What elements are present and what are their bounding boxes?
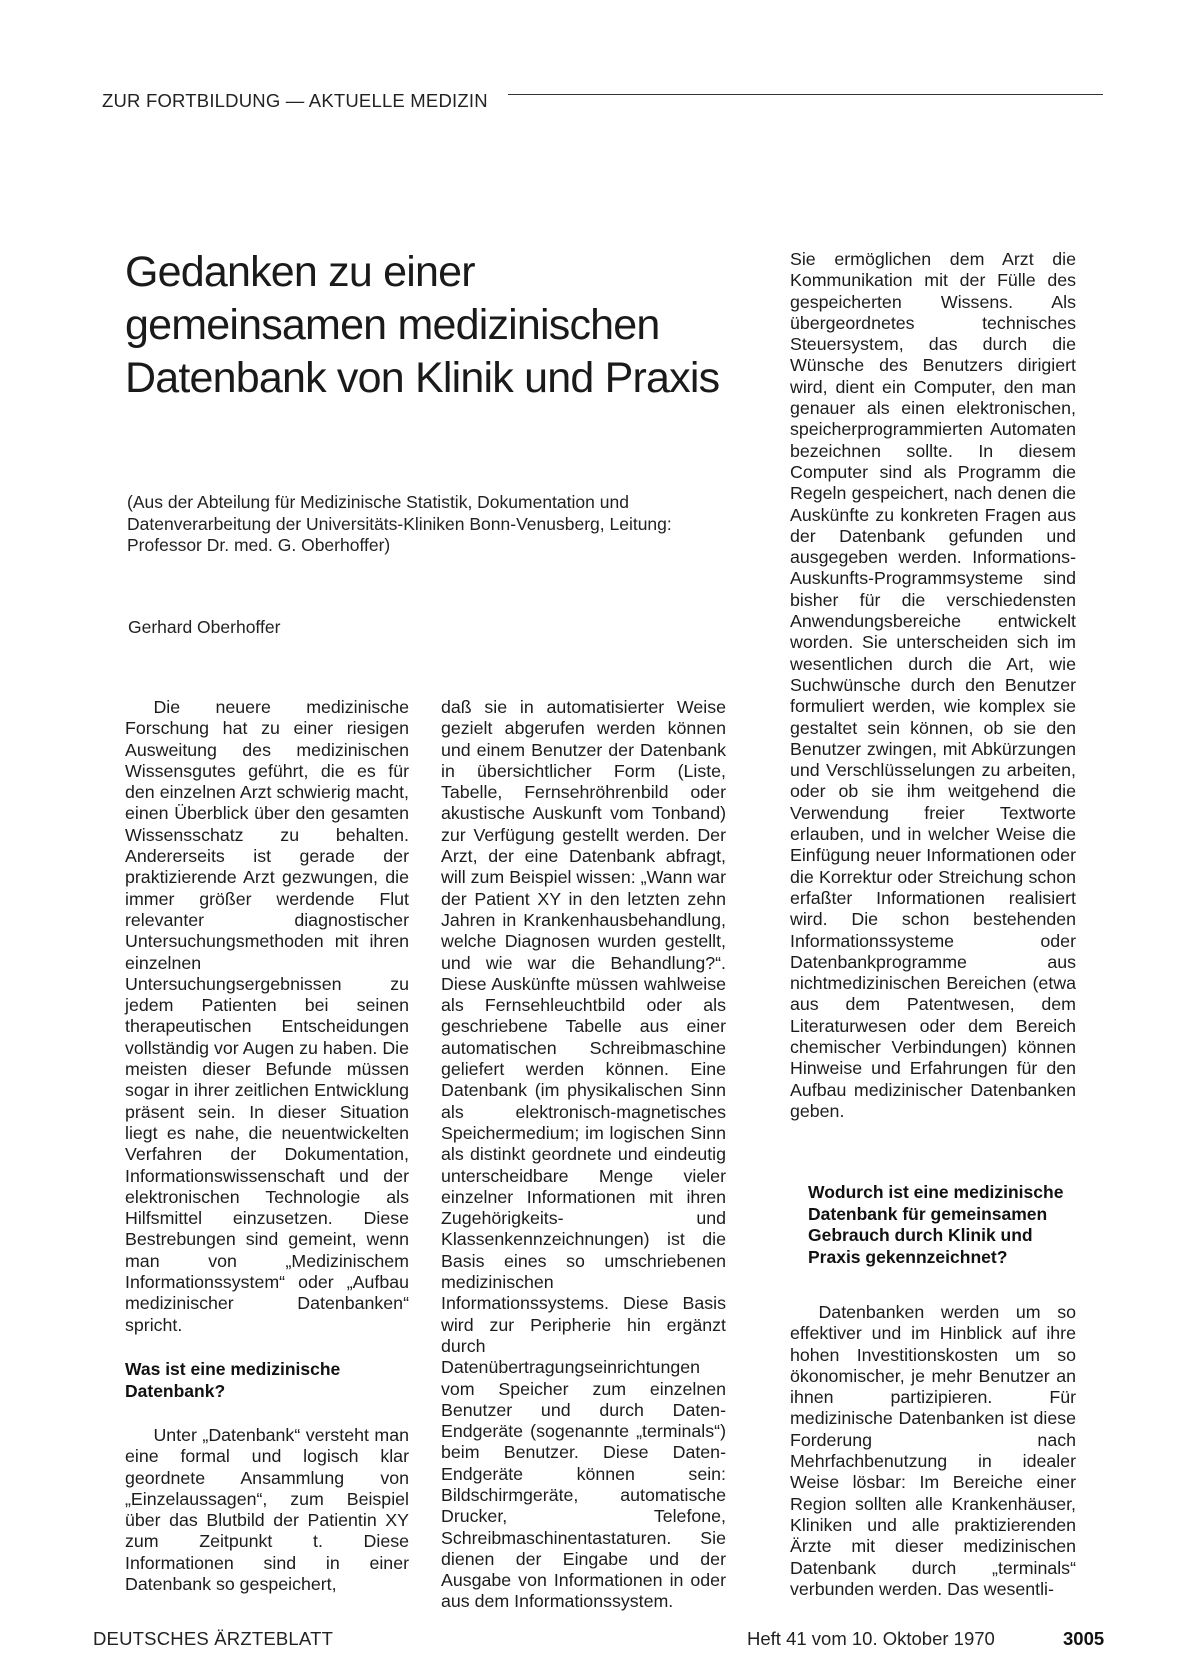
body-paragraph: daß sie in automatisierter Weise gezielt abgerufen werden können und einem Benutzer der Datenbank in übersichtlicher Form (Liste, Tabelle, Fernsehröhrenbild oder akustische Auskunft vom Tonband) zur Verfügung gestellt werden. Der Arzt, der eine Datenbank abfragt, will zum Beispiel wissen: „Wann war der Patient XY in den letzten zehn Jahren in Krankenhausbehandlung, welche Diagnosen wurden gestellt, und wie war die Behandlung?“. Diese Auskünfte müssen wahlweise als Fernsehleuchtbild oder als geschriebene Tabelle aus einer automatischen Schreibmaschine geliefert werden können. Eine Datenbank (im physikalischen Sinn als elektronisch-magnetisches Speichermedium; im logischen Sinn als distinkt geordnete und eindeutig unterscheidbare Menge vieler einzelner Informationen mit ihren Zugehörigkeits- und Klassenkennzeichnungen) ist die Basis eines so umschriebenen medizinischen Informationssystems. Diese Basis wird zur Peripherie hin ergänzt durch Datenübertragungseinrichtungen vom Speicher zum einzelnen Benutzer und durch Daten-Endgeräte (sogenannte „terminals“) beim Benutzer. Diese Daten-Endgeräte können sein: Bildschirmgeräte, automatische Drucker, Telefone, Schreibmaschinentastaturen. Sie dienen der Eingabe und der Ausgabe von Informationen in oder aus dem Informationssystem. <box>441 697 726 1612</box>
author-name: Gerhard Oberhoffer <box>128 617 281 637</box>
body-paragraph: Datenbanken werden um so effektiver und im Hinblick auf ihre hohen Investitionskosten um so ökonomischer, je mehr Benutzer an ihnen partizipieren. Für medizinische Datenbanken ist diese Forderung nach Mehrfachbenutzung in idealer Weise lösbar: Im Bereiche einer Region sollten alle Krankenhäuser, Kliniken und alle praktizierenden Ärzte mit dieser medizinischen Datenbank durch „terminals“ verbunden werden. Das wesentli- <box>790 1302 1076 1599</box>
footer-issue-date: Heft 41 vom 10. Oktober 1970 <box>747 1628 995 1649</box>
body-column-1-continued <box>125 1425 409 1595</box>
section-heading: Was ist eine medizinische Datenbank? <box>125 1359 341 1401</box>
body-paragraph: Die neuere medizinische Forschung hat zu einer riesigen Ausweitung des medizinischen Wissensgutes geführt, die es für den einzelnen Arzt schwierig macht, einen Überblick über den gesamten Wissensschatz zu behalten. Andererseits ist gerade der praktizierende Arzt gezwungen, die immer größer werdende Flut relevanter diagnostischer Untersuchungsmethoden mit ihren einzelnen Untersuchungsergebnissen zu jedem Patienten bei seinen therapeutischen Entscheidungen vollständig vor Augen zu haben. Die meisten dieser Befunde müssen sogar in ihrer zeitlichen Entwicklung präsent sein. In dieser Situation liegt es nahe, die neuentwickelten Verfahren der Dokumentation, Informationswissenschaft und der elektronischen Technologie als Hilfsmittel einzusetzen. Diese Bestrebungen sind gemeint, wenn man von „Medizinischem Informationssystem“ oder „Aufbau medizinischer Datenbanken“ spricht. <box>125 697 409 1335</box>
body-column-1 <box>125 697 409 1336</box>
footer-page-number: 3005 <box>1063 1628 1105 1649</box>
body-paragraph: Unter „Datenbank“ versteht man eine formal und logisch klar geordnete Ansammlung von „Einzelaussagen“, zum Beispiel über das Blutbild der Patientin XY zum Zeitpunkt t. Diese Informationen sind in einer Datenbank so gespeichert, <box>125 1425 409 1595</box>
section-heading: Wodurch ist eine medizinische Datenbank für gemeinsamen Gebrauch durch Klinik und Praxis gekennzeichnet? <box>808 1182 1064 1267</box>
header-divider-line <box>508 94 1103 95</box>
section-header-label: ZUR FORTBILDUNG — AKTUELLE MEDIZIN <box>102 90 488 111</box>
footer-journal-name: DEUTSCHES ÄRZTEBLATT <box>93 1628 334 1649</box>
author-affiliation: (Aus der Abteilung für Medizinische Statistik, Dokumentation und Datenverarbeitung der Universitäts-Kliniken Bonn-Venusberg, Leitung: Professor Dr. med. G. Oberhoffer) <box>127 492 672 555</box>
body-column-2 <box>441 697 726 1613</box>
body-column-3 <box>790 249 1076 1122</box>
article-title: Gedanken zu einer gemeinsamen medizinischen Datenbank von Klinik und Praxis <box>125 248 720 402</box>
body-column-3-continued <box>790 1302 1076 1600</box>
body-paragraph: Sie ermöglichen dem Arzt die Kommunikation mit der Fülle des gespeicherten Wissens. Als übergeordnetes technisches Steuersystem, das durch die Wünsche des Benutzers dirigiert wird, dient ein Computer, den man genauer als einen elektronischen, speicherprogrammierten Automaten bezeichnen sollte. In diesem Computer sind als Programm die Regeln gespeichert, nach denen die Auskünfte zu konkreten Fragen aus der Datenbank gefunden und ausgegeben werden. Informations-Auskunfts-Programmsysteme sind bisher für die verschiedensten Anwendungsbereiche entwickelt worden. Sie unterscheiden sich im wesentlichen durch die Art, wie Suchwünsche durch den Benutzer formuliert werden, wie komplex sie gestaltet sein können, ob sie den Benutzer zwingen, mit Abkürzungen und Verschlüsselungen zu arbeiten, oder ob sie ihm weitgehend die Verwendung freier Textworte erlauben, und in welcher Weise die Einfügung neuer Informationen oder die Korrektur oder Streichung schon erfaßter Informationen realisiert wird. Die schon bestehenden Informationssysteme oder Datenbankprogramme aus nichtmedizinischen Bereichen (etwa aus dem Patentwesen, dem Literaturwesen oder dem Bereich chemischer Verbindungen) können Hinweise und Erfahrungen für den Aufbau medizinischer Datenbanken geben. <box>790 249 1076 1121</box>
